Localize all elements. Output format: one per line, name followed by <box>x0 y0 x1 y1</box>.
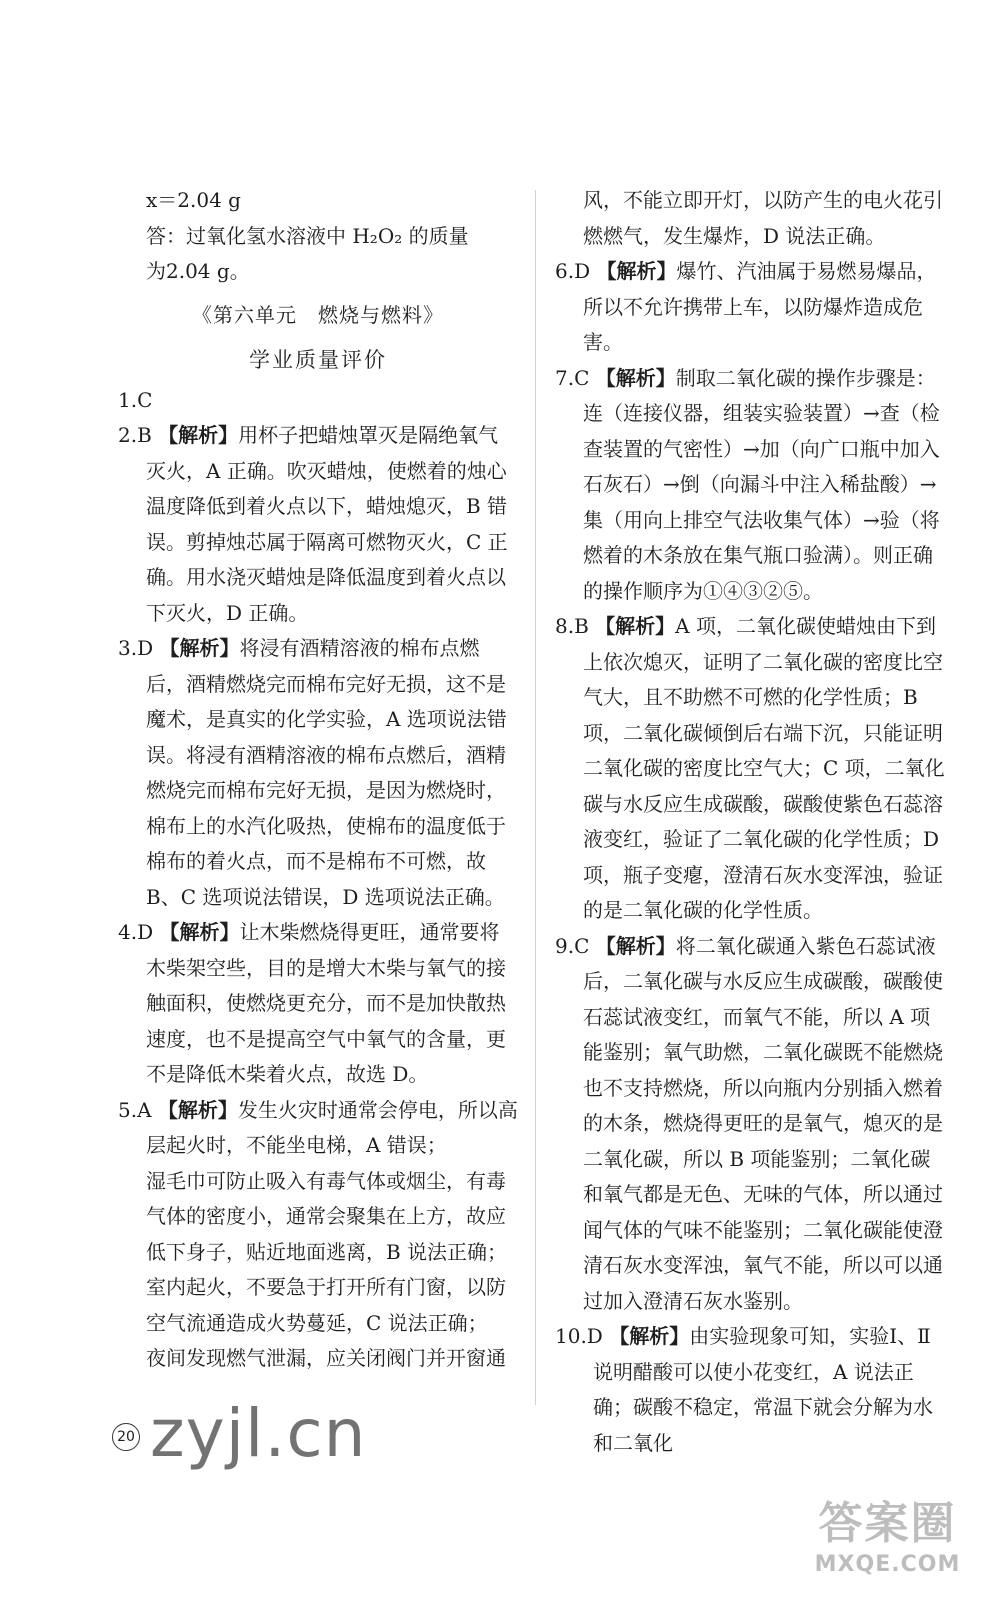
analysis-tag: 【解析】 <box>159 920 240 944</box>
unit-title: 《第六单元 燃烧与燃料》 <box>192 302 444 327</box>
page-number: 20 <box>112 1423 140 1451</box>
analysis-tag: 【解析】 <box>158 423 239 447</box>
answer-item-7 <box>555 361 945 610</box>
analysis-tag: 【解析】 <box>609 1324 690 1348</box>
item-text: A 项，二氧化碳使蜡烛由下到上依次熄灭，证明了二氧化碳的密度比空气大，且不助燃不可燃的化学性质；B 项，二氧化碳倾倒后右端下沉，只能证明二氧化碳的密度比空气大；C 项，二氧化碳与水反应生成碳酸，碳酸使紫色石蕊溶液变红，验证了二氧化碳的化学性质；D 项，瓶子变瘪，澄清石灰水变浑浊，验证的是二氧化碳的化学性质。 <box>583 614 945 922</box>
answer-item-4 <box>118 915 518 1093</box>
item-number: 8.B <box>555 614 589 638</box>
answer-line-1: 答：过氧化氢水溶液中 H₂O₂ 的质量 <box>146 223 469 248</box>
section-title: 学业质量评价 <box>249 348 387 372</box>
left-column <box>118 183 518 1377</box>
analysis-tag: 【解析】 <box>595 933 676 958</box>
answer-item-6 <box>555 254 945 361</box>
answer-line-2: 为2.04 g。 <box>146 259 250 283</box>
item-text: 将浸有酒精溶液的棉布点燃后，酒精燃烧完而棉布完好无损，这不是魔术，是真实的化学实验，A 选项说法错误。将浸有酒精溶液的棉布点燃后，酒精燃烧完而棉布完好无损，是因为燃烧时，棉布上的水汽化吸热，使棉布的温度低于棉布的着火点，而不是棉布不可燃，故 B、C 选项说法错误，D 选项说法正确。 <box>146 636 507 909</box>
answer-item-8 <box>555 609 945 929</box>
answer-item-5-continued: 风，不能立即开灯，以防产生的电火花引燃燃气，发生爆炸，D 说法正确。 <box>583 188 943 248</box>
answer-item-5-para-3: 室内起火，不要急于打开所有门窗，以防空气流通造成火势蔓延，C 说法正确； <box>146 1275 506 1335</box>
answer-item-5-para-2: 湿毛巾可防止吸入有毒气体或烟尘，有毒气体的密度小，通常会聚集在上方，故应低下身子，贴近地面逃离，B 说法正确； <box>146 1168 508 1264</box>
item-number: 10.D <box>555 1324 603 1348</box>
item-number: 9.C <box>555 933 590 958</box>
answer-item-1: 1.C <box>118 387 153 412</box>
item-number: 2.B <box>118 423 152 447</box>
equation-result: x＝2.04 g <box>146 188 241 212</box>
answer-item-10 <box>555 1319 945 1461</box>
watermark-zyjl: zyjl.cn <box>150 1395 367 1472</box>
item-number: 6.D <box>555 259 591 283</box>
item-number: 7.C <box>555 365 590 390</box>
analysis-tag: 【解析】 <box>159 636 240 660</box>
column-divider <box>535 190 536 1405</box>
item-text: 爆竹、汽油属于易燃易爆品，所以不允许携带上车，以防爆炸造成危害。 <box>583 259 937 354</box>
answer-item-5 <box>118 1093 518 1164</box>
item-text: 制取二氧化碳的操作步骤是：连（连接仪器，组装实验装置）→查（检查装置的气密性）→加（向广口瓶中加入石灰石）→倒（向漏斗中注入稀盐酸）→集（用向上排空气法收集气体）→验（将燃着的木条放在集气瓶口验满）。则正确的操作顺序为①④③②⑤。 <box>583 365 940 603</box>
item-text: 由实验现象可知，实验Ⅰ、Ⅱ说明醋酸可以使小花变红，A 说法正确；碳酸不稳定，常温下就会分解为水和二氧化 <box>593 1324 933 1455</box>
item-number: 3.D <box>118 636 154 660</box>
answer-item-2 <box>118 418 518 631</box>
analysis-tag: 【解析】 <box>595 365 676 390</box>
watermark-mxqe-logo: 答案圈 <box>818 1498 957 1549</box>
right-column <box>555 183 945 1461</box>
item-number: 5.A <box>118 1097 152 1122</box>
item-text: 让木柴燃烧得更旺，通常要将木柴架空些，目的是增大木柴与氧气的接触面积，使燃烧更充分，而不是加快散热速度，也不是提高空气中氧气的含量，更不是降低木柴着火点，故选 D。 <box>146 920 506 1086</box>
item-number: 4.D <box>118 920 154 944</box>
analysis-tag: 【解析】 <box>157 1097 238 1122</box>
watermark-mxqe-url: MXQE.COM <box>814 1552 961 1577</box>
answer-item-5-para-4: 夜间发现燃气泄漏，应关闭阀门并开窗通 <box>146 1346 506 1370</box>
analysis-tag: 【解析】 <box>596 259 677 283</box>
item-text: 发生火灾时通常会停电，所以高层起火时，不能坐电梯，A 错误； <box>146 1097 518 1157</box>
item-text: 用杯子把蜡烛罩灭是隔绝氧气灭火，A 正确。吹灭蜡烛，使燃着的烛心温度降低到着火点以下，蜡烛熄灭，B 错误。剪掉烛芯属于隔离可燃物灭火，C 正确。用水浇灭蜡烛是降低温度到着火点以下灭火，D 正确。 <box>146 423 508 625</box>
answer-item-9 <box>555 929 945 1320</box>
item-text: 将二氧化碳通入紫色石蕊试液后，二氧化碳与水反应生成碳酸，碳酸使石蕊试液变红，而氧气不能，所以 A 项能鉴别；氧气助燃，二氧化碳既不能燃烧也不支持燃烧，所以向瓶内分别插入燃着的木条，燃烧得更旺的是氧气，熄灭的是二氧化碳，所以 B 项能鉴别；二氧化碳和氧气都是无色、无味的气体，所以通过闻气体的气味不能鉴别；二氧化碳能使澄清石灰水变浑浊，氧气不能，所以可以通过加入澄清石灰水鉴别。 <box>583 933 943 1313</box>
watermark-mxqe <box>795 1498 980 1594</box>
answer-item-3 <box>118 631 518 915</box>
analysis-tag: 【解析】 <box>595 614 676 638</box>
